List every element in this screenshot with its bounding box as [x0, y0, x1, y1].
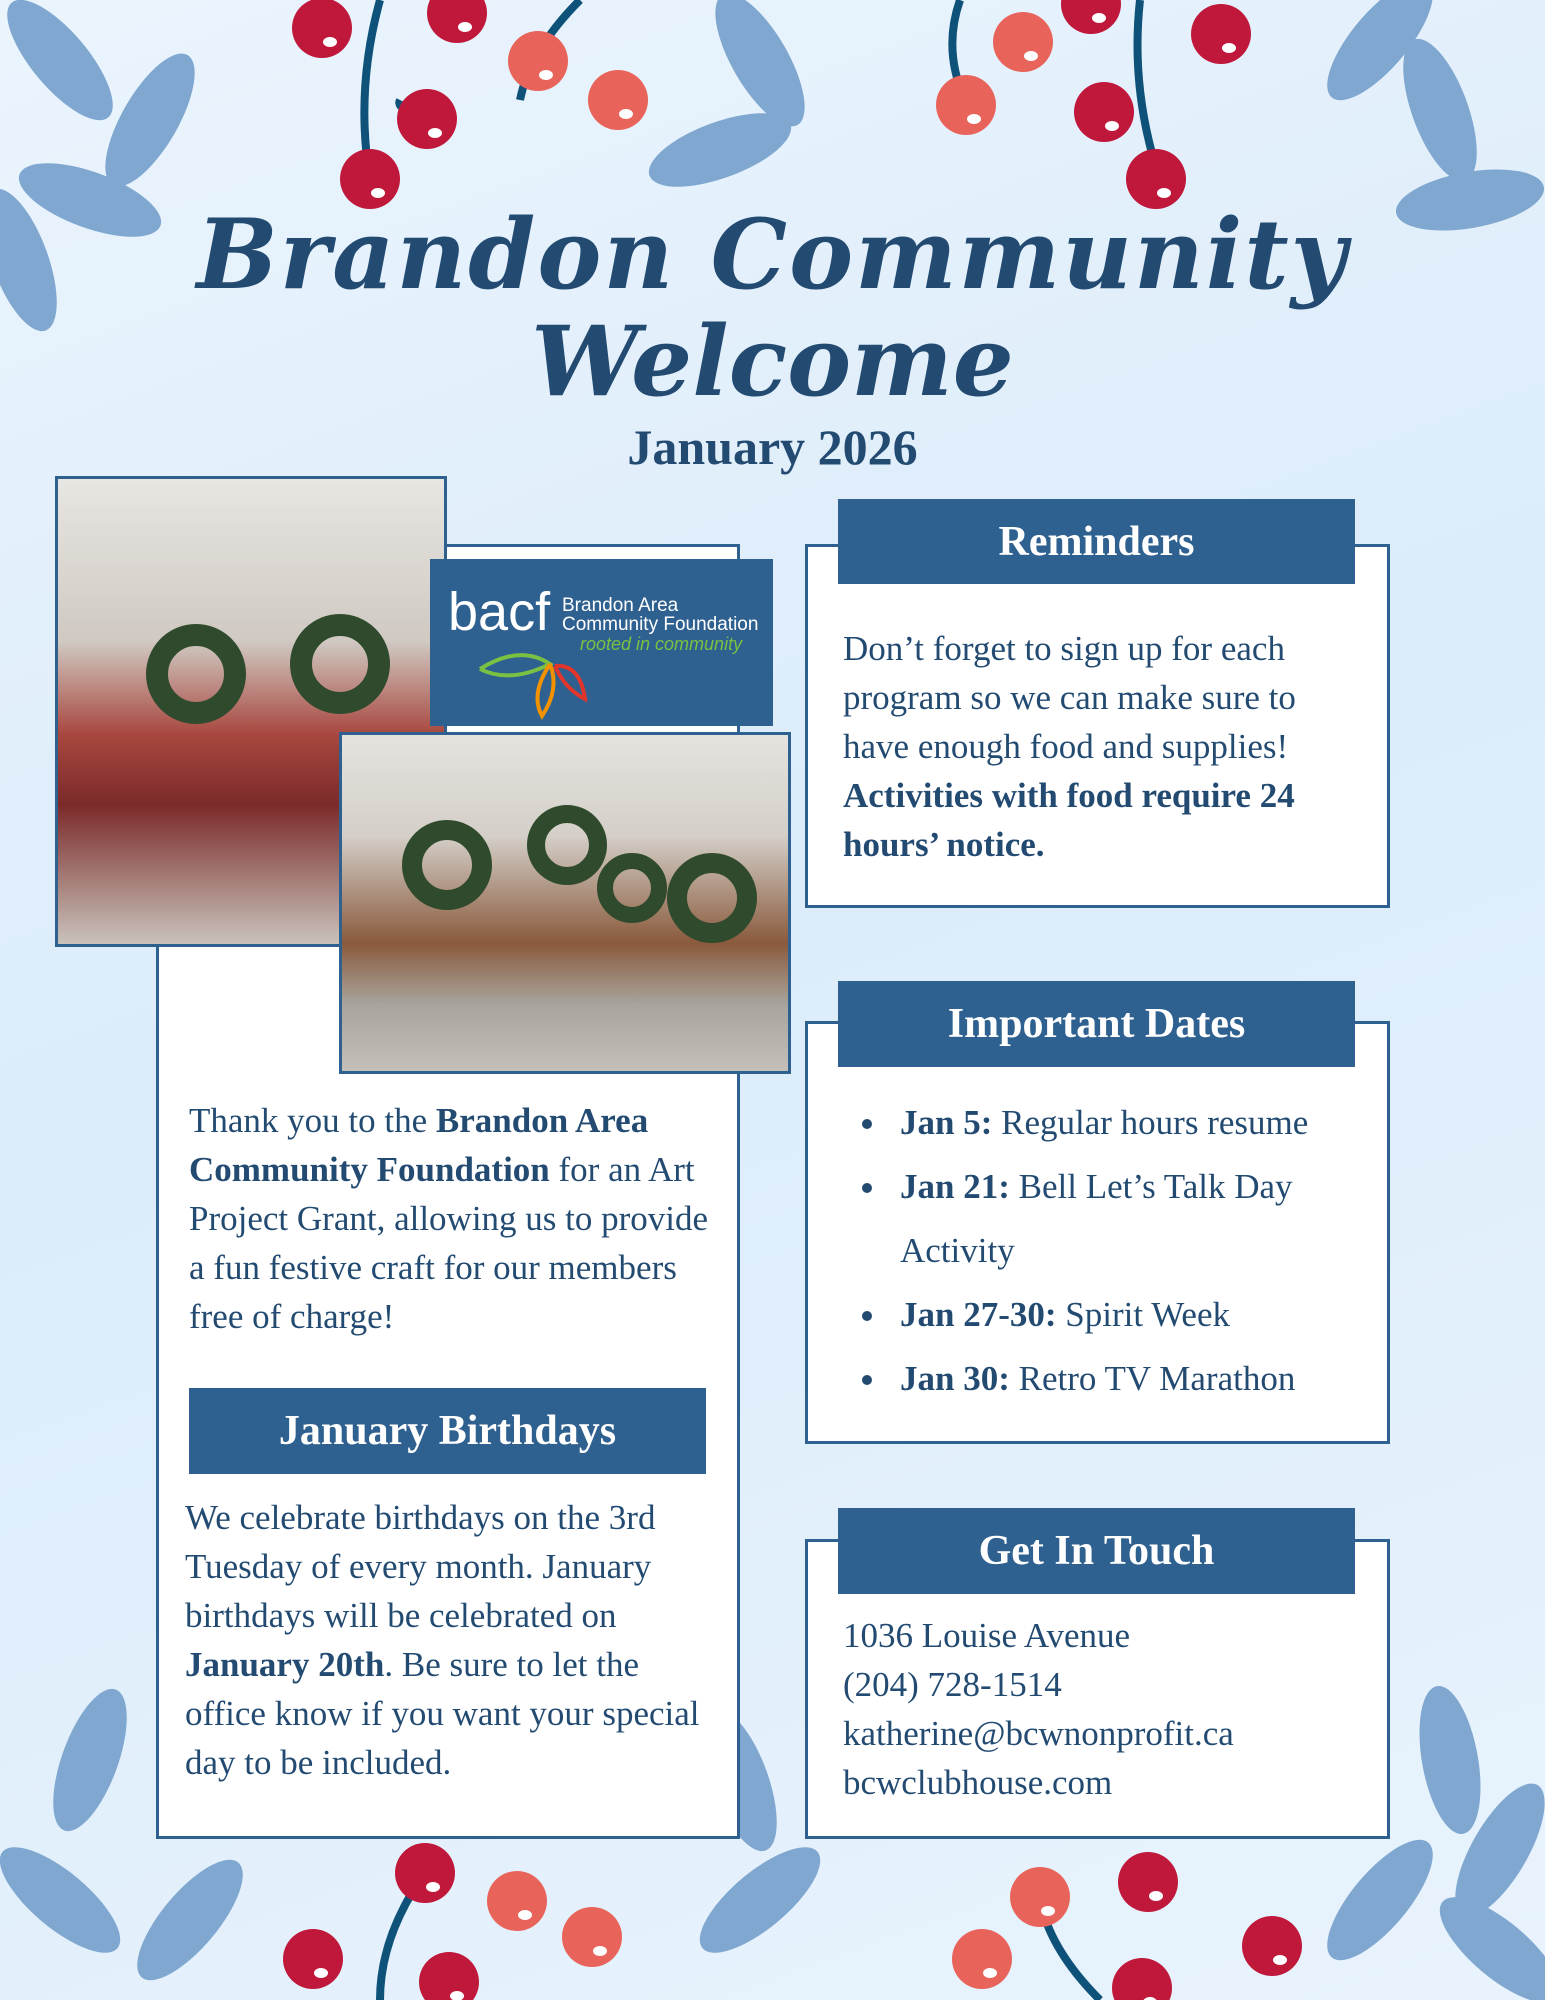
list-item: Jan 5: Regular hours resume	[864, 1091, 1364, 1155]
leaf-icon	[0, 1830, 135, 1969]
list-item: Jan 27-30: Spirit Week	[864, 1283, 1364, 1347]
wreath	[146, 624, 246, 724]
reminders-heading: Reminders	[838, 499, 1355, 584]
berry-icon	[427, 0, 487, 43]
berry-icon	[1074, 82, 1134, 142]
dates-list	[864, 1091, 1364, 1411]
logo-mark: bacf	[448, 582, 551, 642]
berry-icon	[1118, 1852, 1178, 1912]
berry-icon	[283, 1929, 343, 1989]
berry-icon	[419, 1952, 479, 2000]
berry-icon	[562, 1907, 622, 1967]
berry-icon	[292, 0, 352, 58]
berry-icon	[1242, 1916, 1302, 1976]
berry-icon	[993, 12, 1053, 72]
berry-highlight	[1041, 1906, 1055, 1916]
berry-highlight	[371, 188, 385, 198]
berry-highlight	[619, 109, 633, 119]
contact-phone[interactable]: (204) 728-1514	[843, 1665, 1062, 1704]
berry-highlight	[967, 114, 981, 124]
list-item: Jan 21: Bell Let’s Talk Day Activity	[864, 1155, 1364, 1283]
berry-highlight	[593, 1946, 607, 1956]
bacf-logo	[430, 559, 773, 726]
berry-highlight	[1105, 121, 1119, 131]
issue-date: January 2026	[627, 419, 918, 475]
berry-icon	[1061, 0, 1121, 34]
leaf-icon	[88, 41, 211, 199]
wreath-photo-2	[339, 732, 791, 1074]
berry-highlight	[1092, 13, 1106, 23]
leaf-icon	[685, 1830, 836, 1969]
logo-name-line1: Brandon Area	[562, 595, 679, 616]
berry-icon	[1112, 1958, 1172, 2000]
title-line2: Welcome	[531, 305, 1014, 418]
berry-highlight	[983, 1968, 997, 1978]
birthdays-heading: January Birthdays	[189, 1388, 706, 1474]
leaf-icon	[38, 1680, 142, 1840]
berry-icon	[395, 1843, 455, 1903]
list-item: Jan 30: Retro TV Marathon	[864, 1347, 1364, 1411]
contact-heading: Get In Touch	[838, 1508, 1355, 1594]
berry-highlight	[1149, 1891, 1163, 1901]
contact-info	[843, 1611, 1363, 1807]
berry-highlight	[323, 37, 337, 47]
berry-highlight	[314, 1968, 328, 1978]
berry-icon	[397, 89, 457, 149]
thanks-text: Thank you to the Brandon Area Community Foundation for an Art Project Grant, allowing us to provide a fun festive craft for our members free of charge!	[189, 1101, 709, 1336]
reminders-text: Don’t forget to sign up for each program so we can make sure to have enough food and supplies! Activities with food require 24 hours’ notice.	[843, 629, 1296, 864]
wreath	[290, 614, 390, 714]
leaf-icon	[1310, 1825, 1449, 1976]
berry-highlight	[518, 1910, 532, 1920]
berry-highlight	[1157, 188, 1171, 198]
berry-highlight	[1024, 51, 1038, 61]
leaf-icon	[1409, 1681, 1490, 1838]
berry-highlight	[1273, 1955, 1287, 1965]
berry-highlight	[426, 1882, 440, 1892]
wreath	[597, 853, 667, 923]
berry-icon	[487, 1871, 547, 1931]
logo-name-line2: Community Foundation	[562, 614, 759, 635]
title-line1: Brandon Community	[196, 198, 1349, 311]
leaf-logo-icon	[470, 644, 590, 724]
wreath	[667, 853, 757, 943]
berry-highlight	[539, 70, 553, 80]
contact-address: 1036 Louise Avenue	[843, 1616, 1131, 1655]
berry-icon	[1191, 4, 1251, 64]
logo-tagline: rooted in community	[580, 634, 743, 654]
berry-highlight	[428, 128, 442, 138]
wreath	[527, 805, 607, 885]
berry-icon	[1010, 1867, 1070, 1927]
dates-heading: Important Dates	[838, 981, 1355, 1067]
berry-highlight	[1222, 43, 1236, 53]
berry-icon	[508, 31, 568, 91]
contact-website[interactable]: bcwclubhouse.com	[843, 1763, 1113, 1802]
berry-icon	[588, 70, 648, 130]
berry-icon	[936, 75, 996, 135]
leaf-icon	[0, 0, 130, 135]
leaf-icon	[120, 1845, 259, 1996]
wreath	[402, 820, 492, 910]
birthdays-text: We celebrate birthdays on the 3rd Tuesday of every month. January birthdays will be celebrated on January 20th. Be sure to let the office know if you want your special day to be included.	[185, 1498, 700, 1782]
berry-icon	[952, 1929, 1012, 1989]
berry-highlight	[458, 22, 472, 32]
contact-email[interactable]: katherine@bcwnonprofit.ca	[843, 1714, 1234, 1753]
